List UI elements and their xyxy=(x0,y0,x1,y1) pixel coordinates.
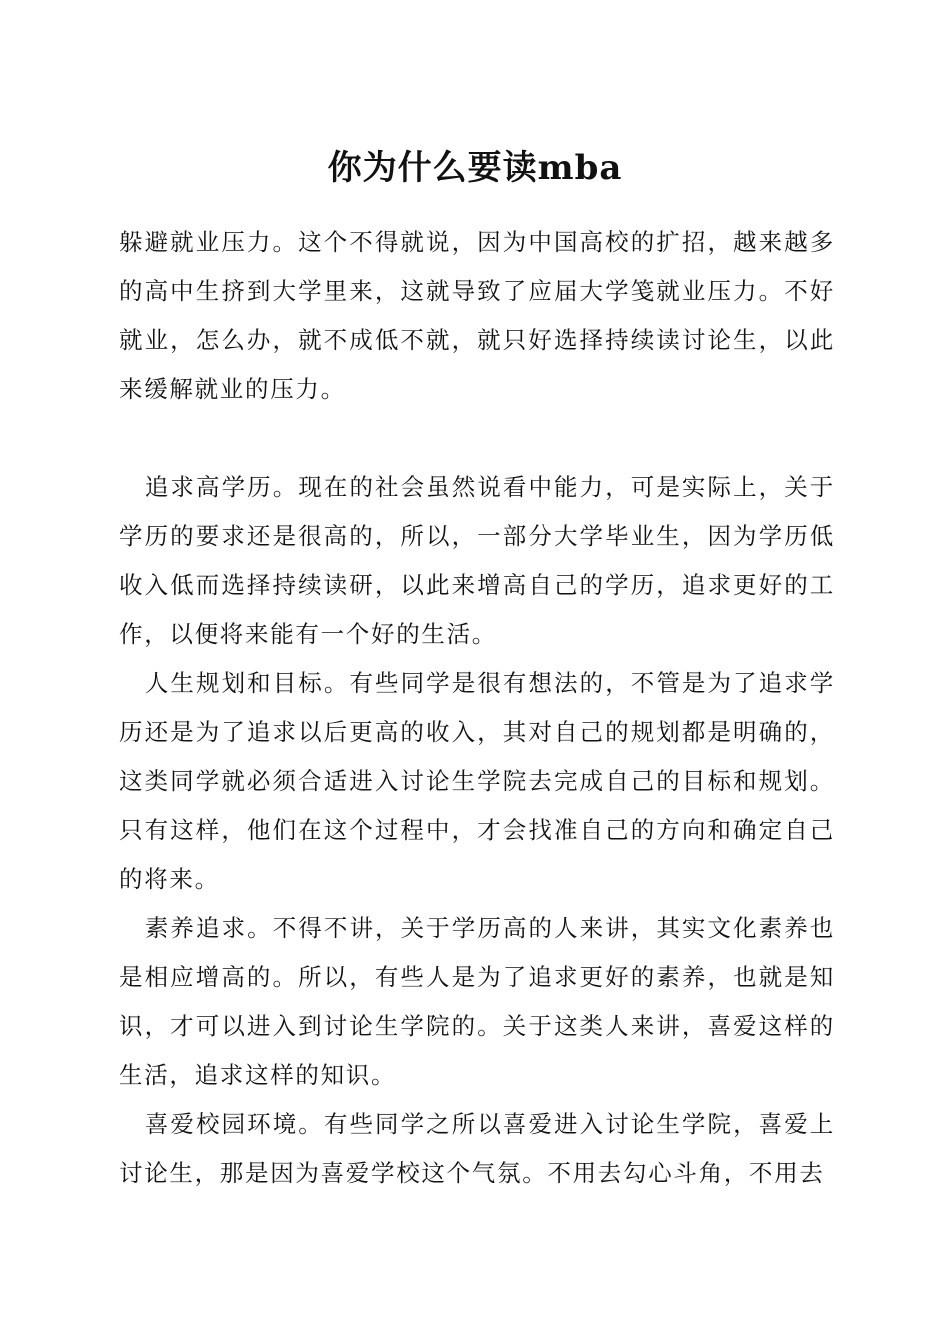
paragraph-spacer xyxy=(119,414,835,463)
paragraph-employment-pressure: 躲避就业压力。这个不得就说，因为中国高校的扩招，越来越多的高中生挤到大学里来，这就导致了应届大学笺就业压力。不好就业，怎么办，就不成低不就，就只好选择持续读讨论生，以此来缓解就业的压力。 xyxy=(119,228,835,403)
paragraph-life-planning: 人生规划和目标。有些同学是很有想法的，不管是为了追求学历还是为了追求以后更高的收入，其对自己的规划都是明确的，这类同学就必须合适进入讨论生学院去完成自己的目标和规划。只有这样，他们在这个过程中，才会找准自己的方向和确定自己的将来。 xyxy=(119,669,835,893)
paragraph-higher-degree: 追求高学历。现在的社会虽然说看中能力，可是实际上，关于学历的要求还是很高的，所以，一部分大学毕业生，因为学历低收入低而选择持续读研，以此来增高自己的学历，追求更好的工作，以便将来能有一个好的生活。 xyxy=(119,473,835,648)
document-body xyxy=(119,218,835,1198)
document-title: 你为什么要读mba xyxy=(327,148,623,188)
paragraph-self-cultivation: 素养追求。不得不讲，关于学历高的人来讲，其实文化素养也是相应增高的。所以，有些人是为了追求更好的素养，也就是知识，才可以进入到讨论生学院的。关于这类人来讲，喜爱这样的生活，追求这样的知识。 xyxy=(119,914,835,1089)
paragraph-campus-environment: 喜爱校园环境。有些同学之所以喜爱进入讨论生学院，喜爱上讨论生，那是因为喜爱学校这个气氛。不用去勾心斗角，不用去 xyxy=(119,1110,835,1187)
